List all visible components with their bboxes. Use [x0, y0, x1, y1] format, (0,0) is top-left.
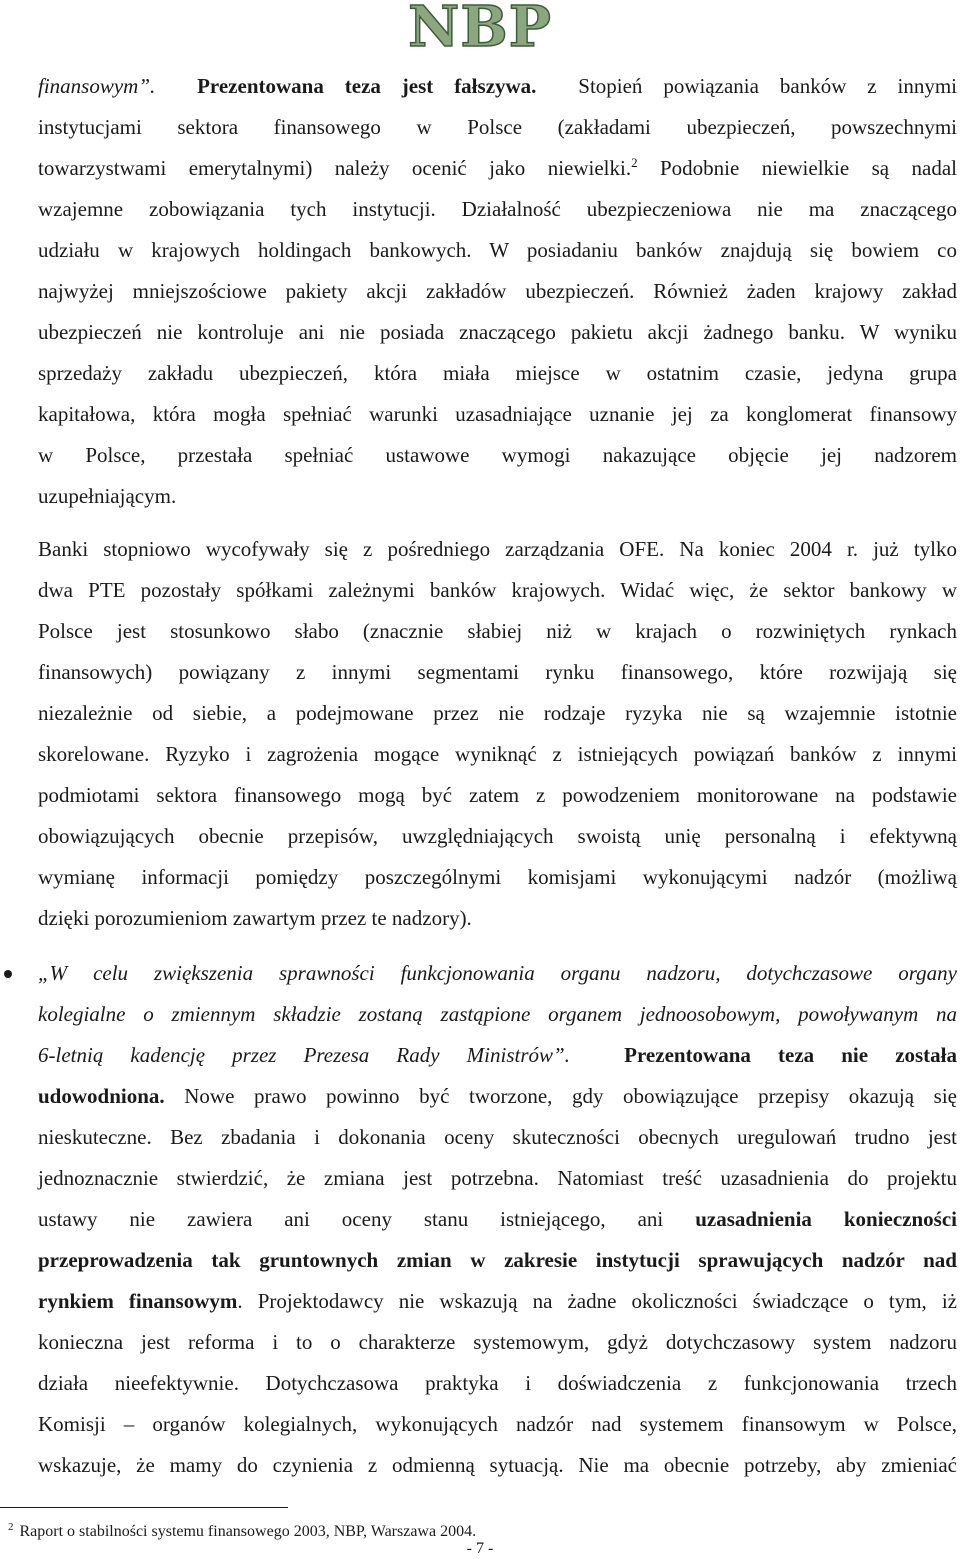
- text-line: wskazuje, że mamy do czynienia z odmienną sytuacją. Nie ma obecnie potrzeby, aby zmieniać: [38, 1453, 957, 1477]
- quoted-thesis-end: 6-letnią kadencję przez Prezesa Rady Ministrów”.: [38, 1043, 570, 1067]
- text-line: podmiotami sektora finansowego mogą być zatem z powodzeniem monitorowane na podstawie: [38, 783, 957, 807]
- text-line: [38, 1035, 957, 1076]
- footnote-number: 2: [8, 1521, 14, 1533]
- text-line: instytucjami sektora finansowego w Polsce (zakładami ubezpieczeń, powszechnymi: [38, 115, 957, 139]
- text-line: obowiązujących obecnie przepisów, uwzględniających swoistą unię personalną i efektywną: [38, 824, 957, 848]
- text-line: uzupełniającym.: [38, 484, 177, 508]
- text-fragment: Nowe prawo powinno być tworzone, gdy obowiązujące przepisy okazują się: [164, 1084, 957, 1108]
- text-line: dwa PTE pozostały spółkami zależnymi banków krajowych. Widać więc, że sektor bankowy w: [38, 578, 957, 602]
- text-fragment: . Projektodawcy nie wskazują na żadne okoliczności świadczące o tym, iż: [237, 1289, 957, 1313]
- text-line: działa nieefektywnie. Dotychczasowa praktyka i doświadczenia z funkcjonowania trzech: [38, 1371, 957, 1395]
- nbp-logo: NBP: [408, 0, 552, 60]
- text-line: sprzedaży zakładu ubezpieczeń, która miała miejsce w ostatnim czasie, jedyna grupa: [38, 361, 957, 385]
- bold-emphasis: rynkiem finansowym: [38, 1289, 238, 1313]
- text-line: [38, 1199, 957, 1240]
- footnote-ref[interactable]: 2: [631, 155, 638, 170]
- text-line: Komisji – organów kolegialnych, wykonujących nadzór nad systemem finansowym w Polsce,: [38, 1412, 957, 1436]
- paragraph-1: [38, 66, 957, 517]
- text-line: skorelowane. Ryzyko i zagrożenia mogące wyniknąć z istniejących powiązań banków z innymi: [38, 742, 957, 766]
- text-line: Polsce jest stosunkowo słabo (znacznie słabiej niż w krajach o rozwiniętych rynkach: [38, 619, 957, 643]
- quote-end-fragment: finansowym”.: [38, 74, 156, 98]
- text-fragment: Stopień powiązania banków z innymi: [578, 74, 958, 98]
- text-fragment: towarzystwami emerytalnymi) należy ocenić jako niewielki.: [38, 156, 632, 180]
- text-fragment: ustawy nie zawiera ani oceny stanu istniejącego, ani: [38, 1207, 696, 1231]
- text-line: nieskuteczne. Bez zbadania i dokonania oceny skuteczności obecnych uregulowań trudno jest: [38, 1125, 957, 1149]
- text-line: [38, 148, 957, 189]
- footnote-text: Raport o stabilności systemu finansowego 2003, NBP, Warszawa 2004.: [19, 1523, 477, 1540]
- text-line: w Polsce, przestała spełniać ustawowe wymogi nakazujące objęcie jej nadzorem: [38, 443, 957, 467]
- text-line: Banki stopniowo wycofywały się z pośredniego zarządzania OFE. Na koniec 2004 r. już tylko: [38, 537, 957, 561]
- document-body: [38, 66, 957, 1486]
- text-line: wymianę informacji pomiędzy poszczególnymi komisjami wykonującymi nadzór (możliwą: [38, 865, 957, 889]
- page-number: - 7 -: [466, 1540, 494, 1557]
- text-line: jednoznacznie stwierdzić, że zmiana jest potrzebna. Natomiast treść uzasadnienia do projektu: [38, 1166, 957, 1190]
- text-line: dzięki porozumieniom zawartym przez te nadzory).: [38, 906, 472, 930]
- paragraph-2: [38, 529, 957, 939]
- thesis-verdict: Prezentowana teza jest fałszywa.: [197, 74, 537, 98]
- text-line: finansowych) powiązany z innymi segmentami rynku finansowego, które rozwijają się: [38, 660, 957, 684]
- text-fragment: Podobnie niewielkie są nadal: [637, 156, 957, 180]
- text-line: konieczna jest reforma i to o charakterze systemowym, gdyż dotychczasowy system nadzoru: [38, 1330, 957, 1354]
- paragraph-3-bullet: [38, 953, 957, 1486]
- bold-emphasis: uzasadnienia konieczności: [695, 1207, 957, 1231]
- text-line: kolegialne o zmiennym składzie zostaną zastąpione organem jednoosobowym, powoływanym na: [38, 1002, 957, 1026]
- text-line: [38, 66, 957, 107]
- text-line: [38, 1281, 957, 1322]
- thesis-verdict: Prezentowana teza nie została: [624, 1043, 958, 1067]
- thesis-verdict: udowodniona.: [38, 1084, 165, 1108]
- text-line: najwyżej mniejszościowe pakiety akcji zakładów ubezpieczeń. Również żaden krajowy zakład: [38, 279, 957, 303]
- text-line: przeprowadzenia tak gruntownych zmian w zakresie instytucji sprawujących nadzór nad: [38, 1248, 957, 1272]
- text-line: niezależnie od siebie, a podejmowane przez nie rodzaje ryzyka nie są wzajemnie istotnie: [38, 701, 957, 725]
- text-line: „W celu zwiększenia sprawności funkcjonowania organu nadzoru, dotychczasowe organy: [38, 961, 957, 985]
- text-line: ubezpieczeń nie kontroluje ani nie posiada znaczącego pakietu akcji żadnego banku. W wyniku: [38, 320, 957, 344]
- text-line: [38, 1076, 957, 1117]
- footnote: [8, 1517, 476, 1542]
- text-line: kapitałowa, która mogła spełniać warunki uzasadniające uznanie jej za konglomerat finansowy: [38, 402, 957, 426]
- text-line: wzajemne zobowiązania tych instytucji. Działalność ubezpieczeniowa nie ma znaczącego: [38, 197, 957, 221]
- bullet-icon: [4, 970, 12, 978]
- footnote-divider: [0, 1507, 288, 1508]
- text-line: udziału w krajowych holdingach bankowych. W posiadaniu banków znajdują się bowiem co: [38, 238, 957, 262]
